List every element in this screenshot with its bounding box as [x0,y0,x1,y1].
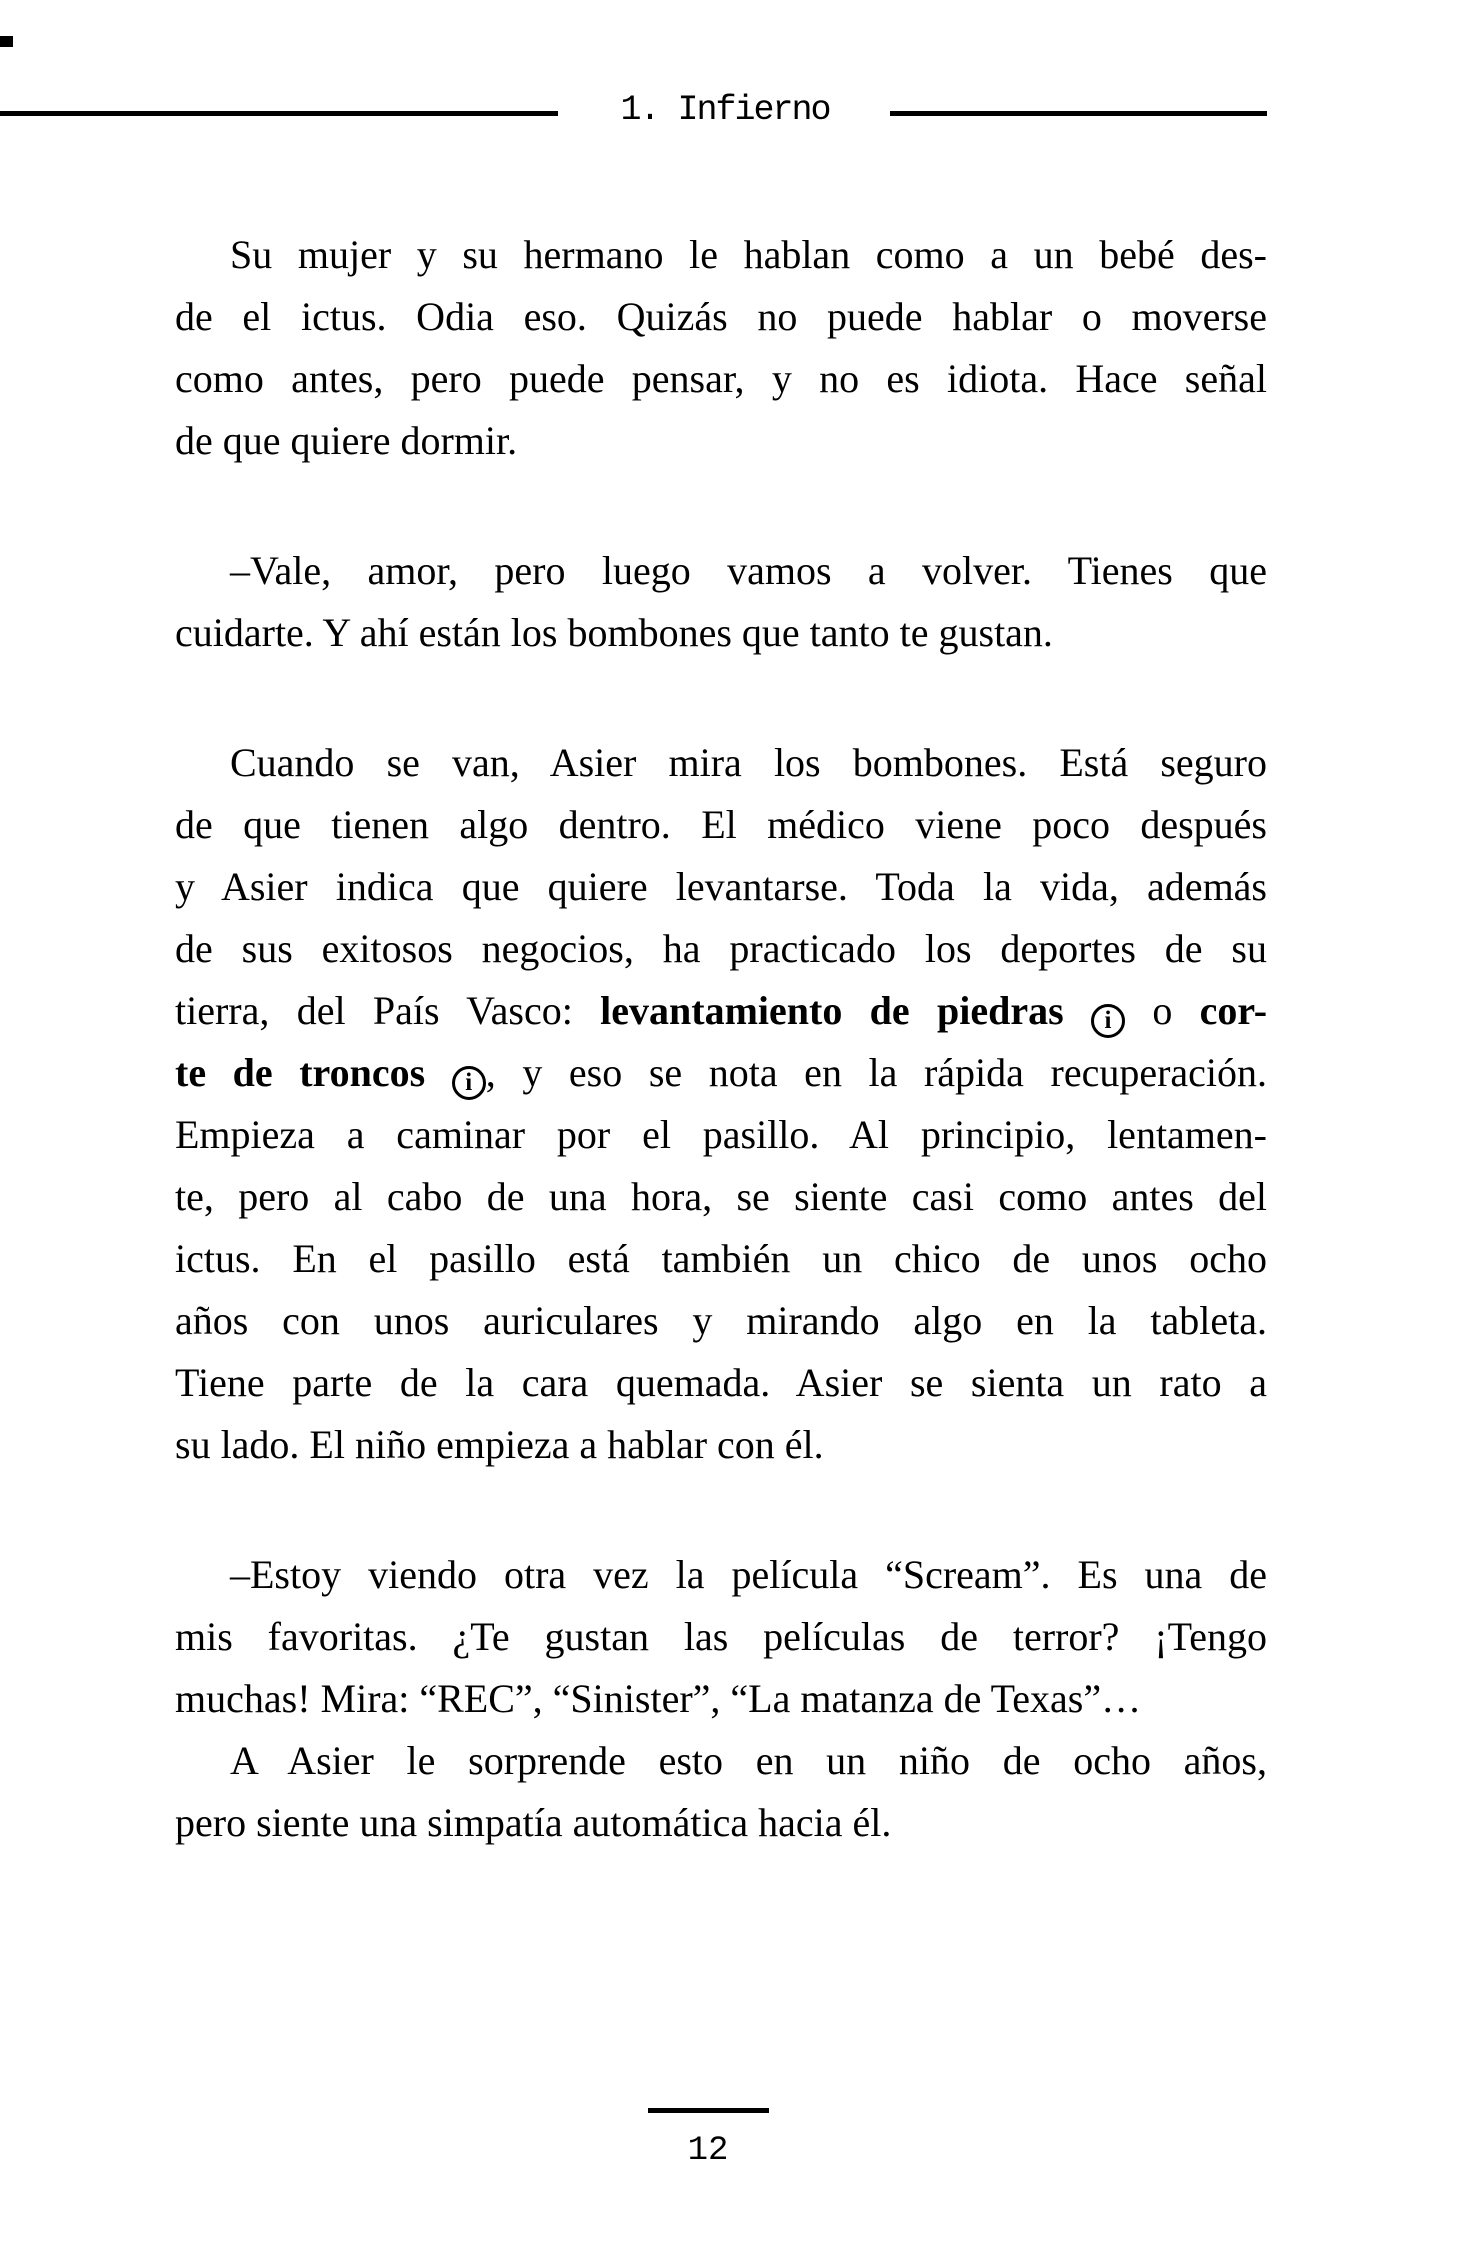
text-segment [425,1050,452,1095]
text-segment: pero siente una simpatía automática hacia él. [175,1800,892,1845]
text-line [175,286,1267,348]
info-icon: i [452,1066,486,1100]
text-line [175,410,1267,472]
bold-text: te de troncos [175,1050,426,1095]
text-line [175,1104,1267,1166]
text-segment [1064,988,1091,1033]
text-segment: de el ictus. Odia eso. Quizás no puede hablar o moverse [175,294,1267,339]
text-segment: Tiene parte de la cara quemada. Asier se sienta un rato a [175,1360,1267,1405]
text-line [175,1414,1267,1476]
paragraph [175,224,1267,472]
text-segment: –Estoy viendo otra vez la película “Scream”. Es una de [230,1552,1267,1597]
paragraph [175,732,1267,1476]
text-segment: de que tienen algo dentro. El médico viene poco después [175,802,1267,847]
text-segment: mis favoritas. ¿Te gustan las películas de terror? ¡Tengo [175,1614,1267,1659]
text-segment: ictus. En el pasillo está también un chico de unos ocho [175,1236,1267,1281]
text-segment: Empieza a caminar por el pasillo. Al principio, lentamen- [175,1112,1267,1157]
text-segment: y Asier indica que quiere levantarse. Toda la vida, además [175,864,1267,909]
page-number: 12 [687,2132,729,2170]
text-segment: su lado. El niño empieza a hablar con él. [175,1422,824,1467]
text-segment: A Asier le sorprende esto en un niño de ocho años, [230,1738,1267,1783]
text-line [175,1730,1267,1792]
paragraph [175,1544,1267,1730]
text-line [175,1352,1267,1414]
text-segment: –Vale, amor, pero luego vamos a volver. Tienes que [230,548,1267,593]
text-line [175,540,1267,602]
text-line [175,732,1267,794]
text-line [175,1166,1267,1228]
text-segment: Su mujer y su hermano le hablan como a un bebé des- [230,232,1267,277]
text-segment: cuidarte. Y ahí están los bombones que tanto te gustan. [175,610,1053,655]
text-line [175,1668,1267,1730]
text-line [175,224,1267,286]
info-icon: i [1091,1004,1125,1038]
text-body [175,224,1267,1854]
text-segment: de sus exitosos negocios, ha practicado los deportes de su [175,926,1267,971]
text-segment: de que quiere dormir. [175,418,518,463]
text-line [175,980,1267,1042]
text-line [175,1290,1267,1352]
text-line [175,1042,1267,1104]
text-segment: años con unos auriculares y mirando algo en la tableta. [175,1298,1267,1343]
bold-text: levantamiento de piedras [600,988,1064,1033]
chapter-header: 1. Infierno [620,90,830,130]
text-segment: tierra, del País Vasco: [175,988,601,1033]
text-segment: o [1125,988,1200,1033]
text-segment: te, pero al cabo de una hora, se siente casi como antes del [175,1174,1267,1219]
text-line [175,1544,1267,1606]
paragraph [175,540,1267,664]
text-line [175,794,1267,856]
scan-artifact [0,36,13,47]
text-line [175,1792,1267,1854]
text-segment: , y eso se nota en la rápida recuperación. [485,1050,1268,1095]
text-line [175,918,1267,980]
paragraph [175,1730,1267,1854]
text-segment: muchas! Mira: “REC”, “Sinister”, “La matanza de Texas”… [175,1676,1142,1721]
text-line [175,856,1267,918]
footer-rule [648,2108,769,2113]
text-segment: Cuando se van, Asier mira los bombones. Está seguro [230,740,1267,785]
text-line [175,1606,1267,1668]
text-line [175,602,1267,664]
header-rule-left [0,111,558,116]
text-line [175,348,1267,410]
text-line [175,1228,1267,1290]
bold-text: cor- [1199,988,1268,1033]
header-rule-right [890,111,1267,116]
text-segment: como antes, pero puede pensar, y no es idiota. Hace señal [175,356,1267,401]
